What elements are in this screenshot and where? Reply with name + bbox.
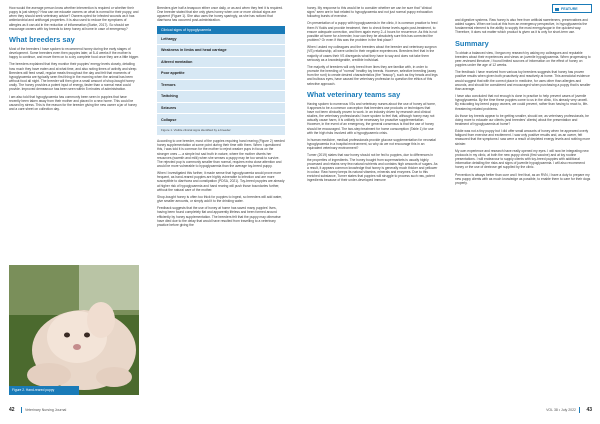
paragraph: Eddie was not a tiny puppy but I did offer small amounts of honey when he appeared overly fatigued from exercise and excitement. I saw only positive results and, as an owner, felt reassured that the symptoms I saw were a result of depleted energy levels and nothing more sinister. [455,129,591,146]
paragraph: Shop-bought honey is often too thick for puppies to ingest, so breeders will add water, give smaller amounts, or simply add it to the drinking water. [157,194,282,204]
clinical-signs-caption: Figure 1. Visible clinical signs identified by a breeder [161,127,231,132]
paragraph: I am also told that hypoglycaemia has commonly been seen in puppies that have recently been taken away from their mother and placed in a new home. This could be caused by stress. This is the reason for the breeder giving the new owner a jar of honey and a care sheet on collection day. [9,94,137,111]
feature-square-icon [555,8,559,12]
heading-veterinary-teams: What veterinary teams say [307,89,401,99]
paragraph: Most of the breeders I have spoken to recommend honey during the early stages of development. Some breeders even then puppies later, at 5–6 weeks if the mother is happy to continue, and move them on to a dry complete food once they are a little bigger. [9,46,139,60]
photo-caption: Figure 2. Hand-reared puppy [9,386,79,395]
clinical-signs-box [157,26,285,135]
paragraph: Turner (2019) states that raw honey should not be fed to puppies, due to differences in the properties of ingredients. The honey bought from supermarkets is usually highly processed and retains very few natural nutrients and contains high amounts of sugars. As a result, it appears common knowledge that honey is generally much thicker and yellower in colour. Raw honey keeps its natural vitamins, minerals and enzymes. Due to this enriched substance, Turner states that puppies will struggle to process such raw, potent ingredients because of their under-developed immune [307,153,438,183]
clinical-sign-item: Seizures [157,103,285,115]
paragraph: Feedback suggests that the use of honey at home has saved many puppies' lives, having been found completely flat and apparently lifeless and been formed around efficiently by honey supplementation. The breeders felt that the puppy may otherwise have died due to the delay that would have resulted from travelling to a veterinary practice before giving the [157,206,281,227]
clinical-signs-title: Clinical signs of hypoglycaemia [157,26,285,34]
column-4 [455,18,591,188]
paragraph: As those toy breeds appear to be getting smaller, should we, as veterinary professionals, be doing more to educate our clients (and breeders' clients) about the presentation and treatment of hypoglycaemia at home? [455,113,589,126]
paragraph: When I asked my colleagues and the breeders about the breeder and veterinary surgeon (VS) relationship, all were united in their negative experiences. Breeders feel that in the majority of cases their VS disregards what they have to say and does not take them seriously as a knowledgeable, credible individual. [307,45,437,62]
paragraph: The feedback I have received from various toy breeders suggests that honey has proven positive results when given both proactively and reactively at home. This anecdotal evidence would suggest that with the correct place in medicine, for uses other than allergies and wounds, and should be considered and encouraged when purchasing a puppy that is smaller than average. [455,70,591,91]
heading-summary: Summary [455,38,489,48]
paragraph: To obtain a balanced view, I began my research by asking my colleagues and reputable breeders about their experiences and views on juvenile hypoglycaemia. When progressing to peer-reviewed literature, I found limited sources of information on the effect of honey on puppies under the age of 12 weeks. [455,50,591,68]
journal-title: Veterinary Nursing Journal [25,408,67,412]
page-number-left: 42 [9,407,15,413]
paragraph: honey. My response to this would be to consider whether we can be sure that "clinical signs" seen are in fact related to hypoglycaemia and not just normal puppy exhaustion following bursts of exercise. [307,6,433,19]
puppy-image [9,265,139,395]
paragraph: and digestive systems. Raw honey is also free from artificial sweeteners, preservatives and added sugars. When we look at this from an emergency perspective, in hypoglycaemia the fundamental element is the ability to supply the most energy/sugar in the quickest way. Therefore, it does not matter which product is given as it is only for short-term use. [455,18,588,35]
clinical-sign-item: Altered mentation [157,57,285,69]
clinical-sign-item: Lethargy [157,34,285,46]
column-1 [9,6,139,114]
paragraph: The breeders explained that they monitor their puppies' energy levels closely, detailing how much they have eaten and at what time, and also noting times of activity and sleep. Breeders will feed small, regular meals throughout the day and felt that moments of hypoglycaemia are typically seen first thing in the morning when the animal has been without food all night. The breeder will then give a small amount of shop-bought honey orally. The honey provides a potent input of energy, faster than a normal meal could provide. Improved demeanour has been seen within 5 minutes of administration. [9,62,138,92]
paragraph: Having spoken to numerous VSs and veterinary nurses about the use of honey at home, it appears to be a common conception that breeders use products or techniques that have not been clinically proven to work. In an industry driven by research and clinical studies, the veterinary professionals I have spoken to feel that, although honey may not actually cause harm, it is unlikely to be necessary for proactive supplementation. However, in the event of an emergency, the general consensus is that the use of honey should be encouraged. The two-step treatment for home consumption (Table 1) for use with the high risks involved with a hypoglycaemic crisis. [307,101,436,135]
paragraph: When I investigated this further, it made sense that hypoglycaemia would prove more frequent, as hand-reared puppies are highly vulnerable to infection and are more susceptible to diarrhoea and constipation (PDSA, 2021). Toy-breed puppies are already at higher risk of hypoglycaemia and hand rearing will push those boundaries further, without the natural care of the mother. [157,171,285,192]
heading-breeders: What breeders say [9,34,75,44]
intro-paragraph: How would the average person know whether intervention is required or whether their puppy is just sleepy? How can we educate owners on what is normal for their puppy, and when they should seek veterinary advice? Owners opted for infected wounds as it has antimicrobial and antifungal properties. It is also used to reduce the symptoms of allergies as it can aid in the reduction of inflammation (Burke, 2017). So should we encourage owners with toy breeds to keep honey at home in case of emergency? [9,6,139,31]
volume-info: VOL 38 • July 2022 [546,408,576,412]
footer-separator [21,407,22,413]
feature-label: FEATURE [561,7,578,11]
paragraph: According to one breeder, most of the puppies requiring hand rearing (Figure 2) needed honey supplementation at some point during their time with them. When I questioned this, I was told it is common for the mother to reject weaker pups in focus on the stronger ones — a simple but sad truth in nature, where the mother diverts her resources (warmth and milk) when she senses a puppy may be too weak to survive. The rejected pup is commonly smaller than normal, requires extra close attention and would be more vulnerable to hypoglycaemia than the average toy-breed puppy. [157,139,285,168]
paragraph: On presentation of a puppy with hypoglycaemia in the clinic, it is common practice to feed them IV fluids and provide treatment, then to check these levels again post-treatment, to ensure adequate correction, and then again every 2–4 hours for recurrence. As this is not possible at home for a breeder, how can they be absolutely sure this has corrected the problem? Or even if this was the problem in the first place? [307,21,438,43]
paragraph: Prevention is always better than cure and I feel that, as an RVN, I have a duty to prepare my new puppy clients with as much knowledge as possible, to enable them to care for their dogs properly. [455,172,591,185]
clinical-sign-item: Weakness in limbs and head carriage [157,45,285,57]
column-2 [157,6,285,230]
clinical-sign-item: Collapse [157,114,285,126]
puppy-photo [9,265,139,395]
footer-left [9,406,209,414]
footer-right [480,406,592,414]
footer-separator [579,407,580,413]
paragraph: The majority of breeders will only breed from lines they are familiar with, in order to promote the breeding of "normal" healthy toy breeds. However, selective breeding (away from the runt) to create desired characteristics (the "teacup"), such as tiny heads and legs and bulbous eyes, have caused the veterinary profession to question the ethics of this selective approach. [307,64,438,86]
paragraph: Breeders give half a teaspoon either once daily, or as and when they feel it is required. One breeder stated that she only gives honey when one or more clinical signs are apparent (Figure 1). She also uses the honey sparingly, as she has noticed that diarrhoea has occurred post-administration. [157,6,284,23]
column-3 [307,6,438,185]
paragraph: My own experience and research have really opened my eyes. I will now be integrating new protocols in my clinic, at both the new puppy check (first vaccine) and at toy routine presentations. I will endeavour to supply clients with toy-breed puppies with additional information detailing the risks and signs of juvenile hypoglycaemia. I will also recommend honey or the use of dextrose gel supplied by the clinic. [455,148,589,170]
clinical-sign-item: Poor appetite [157,68,285,80]
page-number-right: 43 [586,407,592,413]
clinical-sign-item: Tremors [157,80,285,92]
paragraph: In human medicine, medical professionals provide glucose supplementation for neonatal hypoglycaemia in a hospital environment, so why do we not encourage this in an equivalent veterinary environment? [307,137,436,151]
paragraph: I have also concluded that not enough is done in practice to help prevent cases of juvenile hypoglycaemia. By the time these puppies come to us in the clinic, it is already very unwell. By educating toy-breed puppy owners, we could prevent, rather than having to react to, life-threatening related problems. [455,94,589,111]
clinical-sign-item: Twitching [157,91,285,103]
feature-badge [552,4,592,13]
